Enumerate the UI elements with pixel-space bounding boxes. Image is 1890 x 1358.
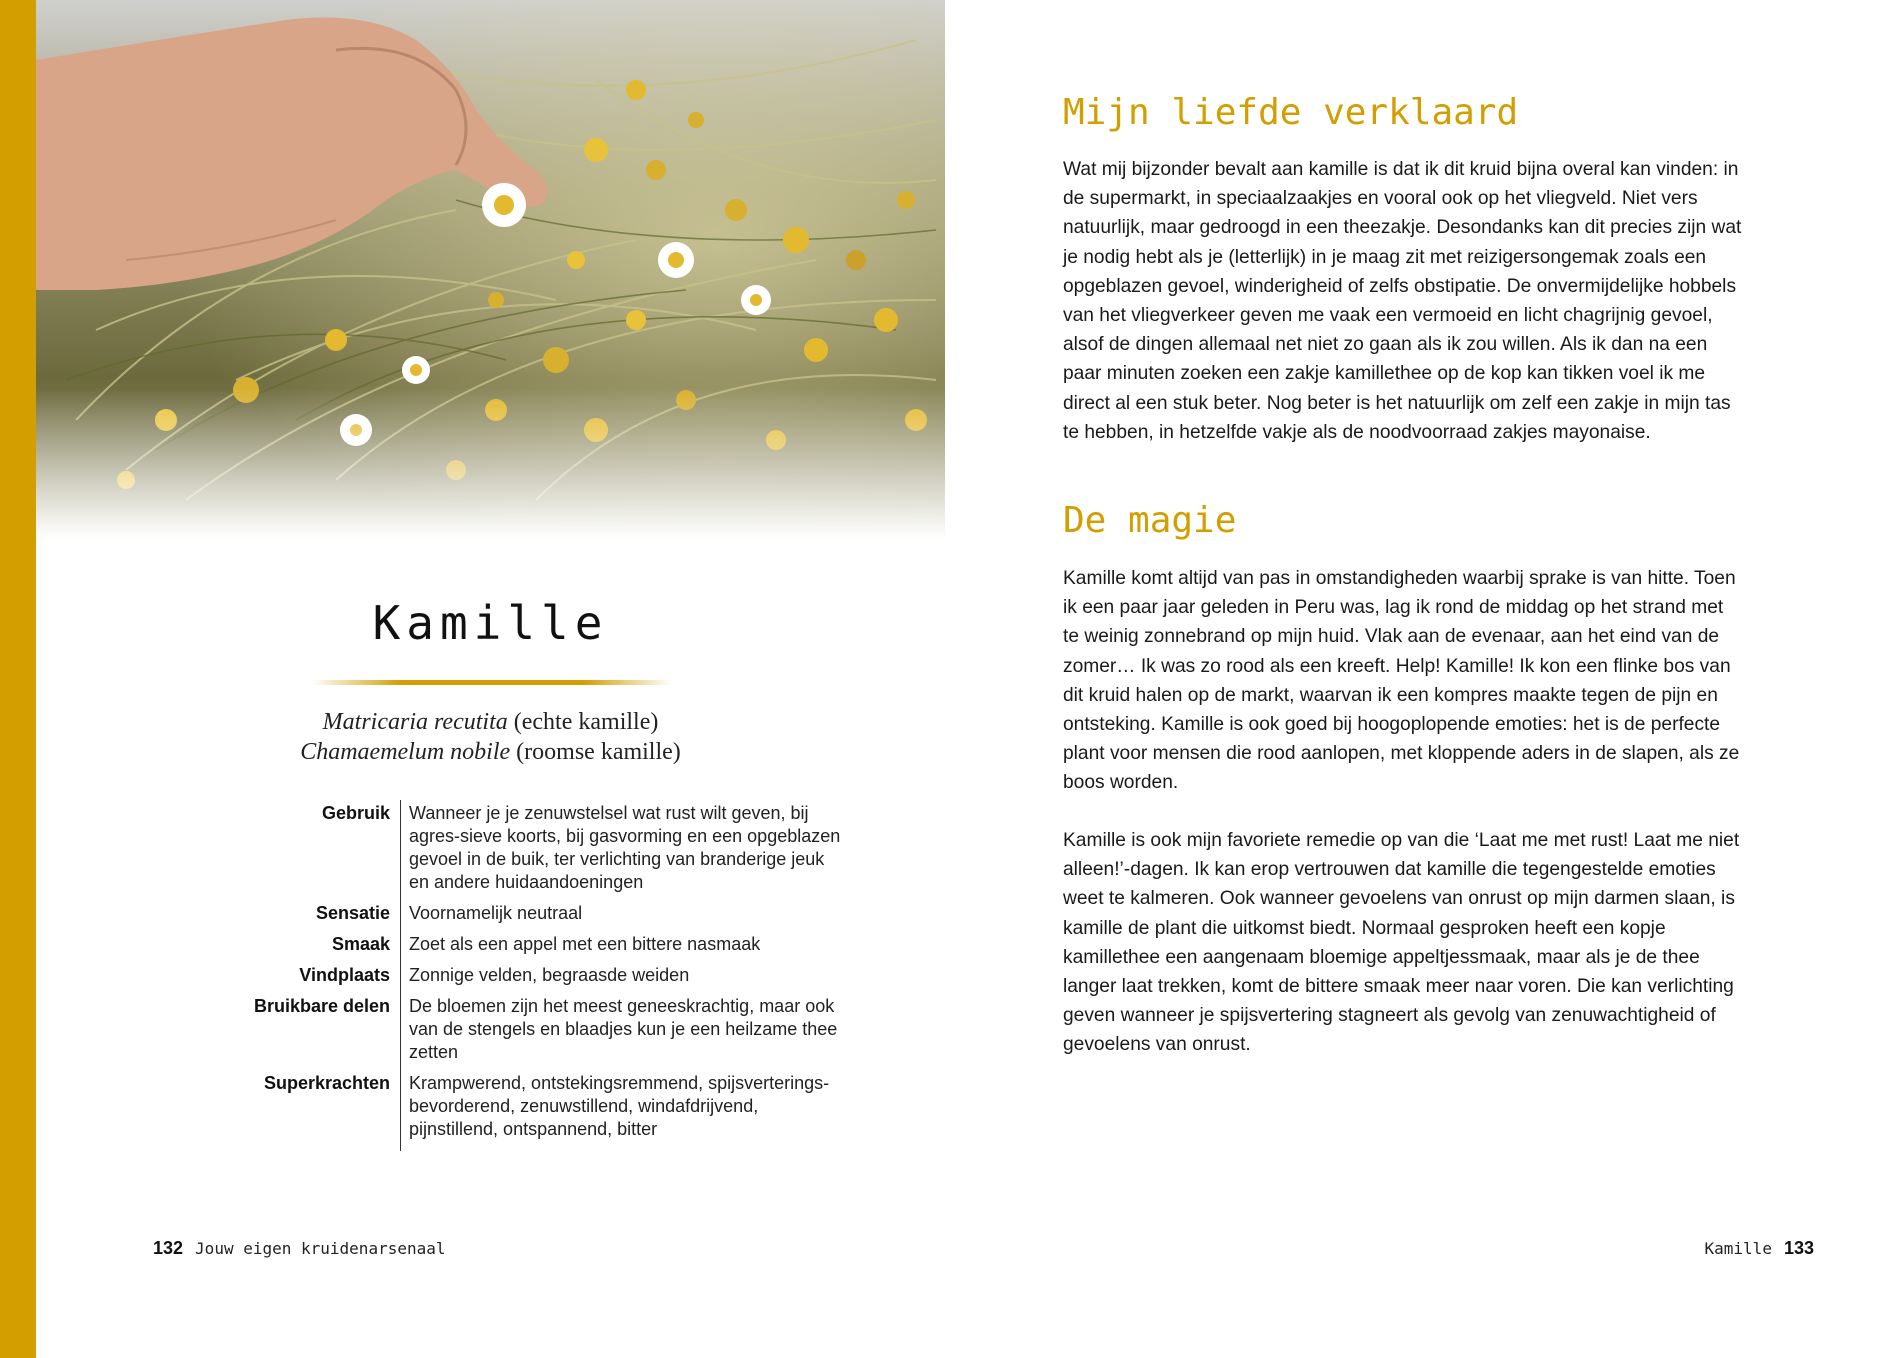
right-page — [945, 0, 1890, 1358]
fact-key: Vindplaats — [299, 965, 390, 985]
left-page — [36, 0, 945, 1358]
section-heading-magic: De magie — [1063, 500, 1237, 541]
title-divider — [312, 680, 672, 685]
body-paragraph: Kamille is ook mijn favoriete remedie op van die ‘Laat me met rust! Laat me niet alleen!’-dagen. Ik kan erop vertrouwen dat kamille die tegengestelde emoties weet te kalmeren. Ook wanneer gevoelens van onrust op mijn darmen slaan, is kamille de plant die uitkomst biedt. Normaal gesproken heeft een kopje kamillethee een aangenaam bloemige appeltjessmaak, maar als je de thee langer laat trekken, komt de bittere smaak meer naar voren. Die kan verlichting geven wanneer je spijsvertering stagneert als gevolg van zenuwachtigheid of gevoelens van onrust. — [1063, 830, 1740, 1056]
fact-key: Superkrachten — [263, 1073, 390, 1093]
fact-value: Zonnige velden, begraasde weiden — [401, 960, 857, 991]
fact-value: Zoet als een appel met een bittere nasmaak — [401, 929, 857, 960]
fact-row-superkrachten — [136, 1068, 856, 1151]
fact-key: Smaak — [331, 934, 390, 954]
common-name: (echte kamille) — [513, 709, 659, 735]
latin-name-2 — [36, 737, 945, 767]
fact-row-bruikbare-delen — [136, 991, 856, 1068]
page-number: 132 — [153, 1238, 184, 1258]
chamomile-photo — [36, 0, 945, 538]
accent-spine-bar — [0, 0, 36, 1358]
latin-name: Matricaria recutita — [322, 709, 508, 735]
running-title: Jouw eigen kruidenarsenaal — [195, 1239, 446, 1258]
fact-row-smaak — [136, 929, 856, 960]
latin-name: Chamaemelum nobile — [300, 739, 511, 765]
footer-right — [1705, 1238, 1814, 1259]
fact-key: Bruikbare delen — [253, 996, 390, 1016]
page-number: 133 — [1783, 1238, 1814, 1258]
body-paragraph: Wat mij bijzonder bevalt aan kamille is dat ik dit kruid bijna overal kan vinden: in de supermarkt, in speciaalzaakjes en vooral ook op het vliegveld. Niet vers natuurlijk, maar gedroogd in een theezakje. Desondanks kan dit precies zijn wat je nodig hebt als je (letterlijk) in je maag zit met reizigersongemak zoals een opgeblazen gevoel, winderigheid of zelfs obstipatie. De onvermijdelijke hobbels van het vliegverkeer geven me vaak een vermoeid en licht chagrijnig gevoel, alsof de dingen allemaal net niet zo gaan als ik zou willen. Als ik dan na een paar minuten zoeken een zakje kamillethee op de kop kan tikken voel ik me direct al een stuk beter. Nog beter is het natuurlijk om zelf een zakje in mijn tas te hebben, in hetzelfde vakje als de noodvoorraad zakjes mayonaise. — [1063, 159, 1742, 443]
fact-value: De bloemen zijn het meest geneeskrachtig, maar ook van de stengels en blaadjes kun je een heilzame thee zetten — [401, 991, 857, 1068]
herb-title: Kamille — [372, 596, 609, 650]
fact-key: Gebruik — [321, 803, 390, 823]
footer-left — [153, 1238, 446, 1259]
latin-name-1 — [36, 707, 945, 737]
body-paragraph: Kamille komt altijd van pas in omstandigheden waarbij sprake is van hitte. Toen ik een paar jaar geleden in Peru was, lag ik rond de middag op het strand met te weinig zonnebrand op mijn huid. Vlak aan de evenaar, aan het eind van de zomer… Ik was zo rood als een kreeft. Help! Kamille! Ik kon een flinke bos van dit kruid halen op de markt, waarvan ik een kompres maakte tegen de pijn en ontsteking. Kamille is ook goed bij hoogoplopende emoties: het is de perfecte plant voor mensen die rood aanlopen, met kloppende aders in de slapen, als ze boos worden. — [1063, 568, 1740, 794]
fact-value: Krampwerend, ontstekingsremmend, spijsverterings-bevorderend, zenuwstillend, windafdrijvend, pijnstillend, ontspannend, bitter — [401, 1068, 857, 1151]
common-name: (roomse kamille) — [516, 739, 681, 765]
fact-key: Sensatie — [315, 903, 390, 923]
fact-value: Wanneer je je zenuwstelsel wat rust wilt geven, bij agres-sieve koorts, bij gasvorming en een opgeblazen gevoel in de buik, ter verlichting van branderige jeuk en andere huidaandoeningen — [401, 800, 857, 898]
fact-row-sensatie — [136, 898, 856, 929]
fact-row-gebruik — [136, 800, 856, 898]
section-heading-love: Mijn liefde verklaard — [1063, 92, 1519, 133]
herb-facts-table — [136, 800, 856, 1151]
fact-row-vindplaats — [136, 960, 856, 991]
fact-value: Voornamelijk neutraal — [401, 898, 857, 929]
running-title: Kamille — [1704, 1239, 1772, 1258]
